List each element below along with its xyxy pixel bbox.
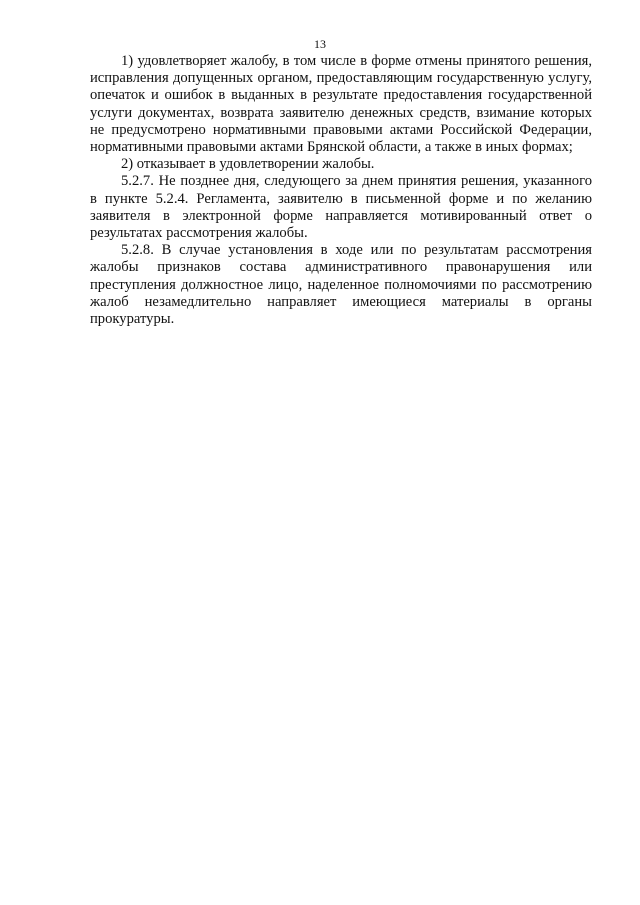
page-number: 13 bbox=[314, 37, 326, 51]
paragraph-complaint-satisfied: 1) удовлетворяет жалобу, в том числе в форме отмены принятого решения, исправления допущенных органом, предоставляющим государственную услугу, опечаток и ошибок в выданных в результате предоставления государственной услуги документах, возврата заявителю денежных средств, взимание которых не предусмотрено нормативными правовыми актами Российской Федерации, нормативными правовыми актами Брянской области, а также в иных формах; bbox=[90, 53, 592, 156]
paragraph-complaint-refused: 2) отказывает в удовлетворении жалобы. bbox=[121, 156, 375, 173]
paragraph-5-2-8: 5.2.8. В случае установления в ходе или по результатам рассмотрения жалобы признаков состава административного правонарушения или преступления должностное лицо, наделенное полномочиями по рассмотрению жалоб незамедлительно направляет имеющиеся материалы в органы прокуратуры. bbox=[90, 242, 592, 328]
paragraph-5-2-7: 5.2.7. Не позднее дня, следующего за днем принятия решения, указанного в пункте 5.2.4. Регламента, заявителю в письменной форме и по желанию заявителя в электронной форме направляется мотивированный ответ о результатах рассмотрения жалобы. bbox=[90, 173, 592, 242]
document-body bbox=[90, 53, 592, 328]
